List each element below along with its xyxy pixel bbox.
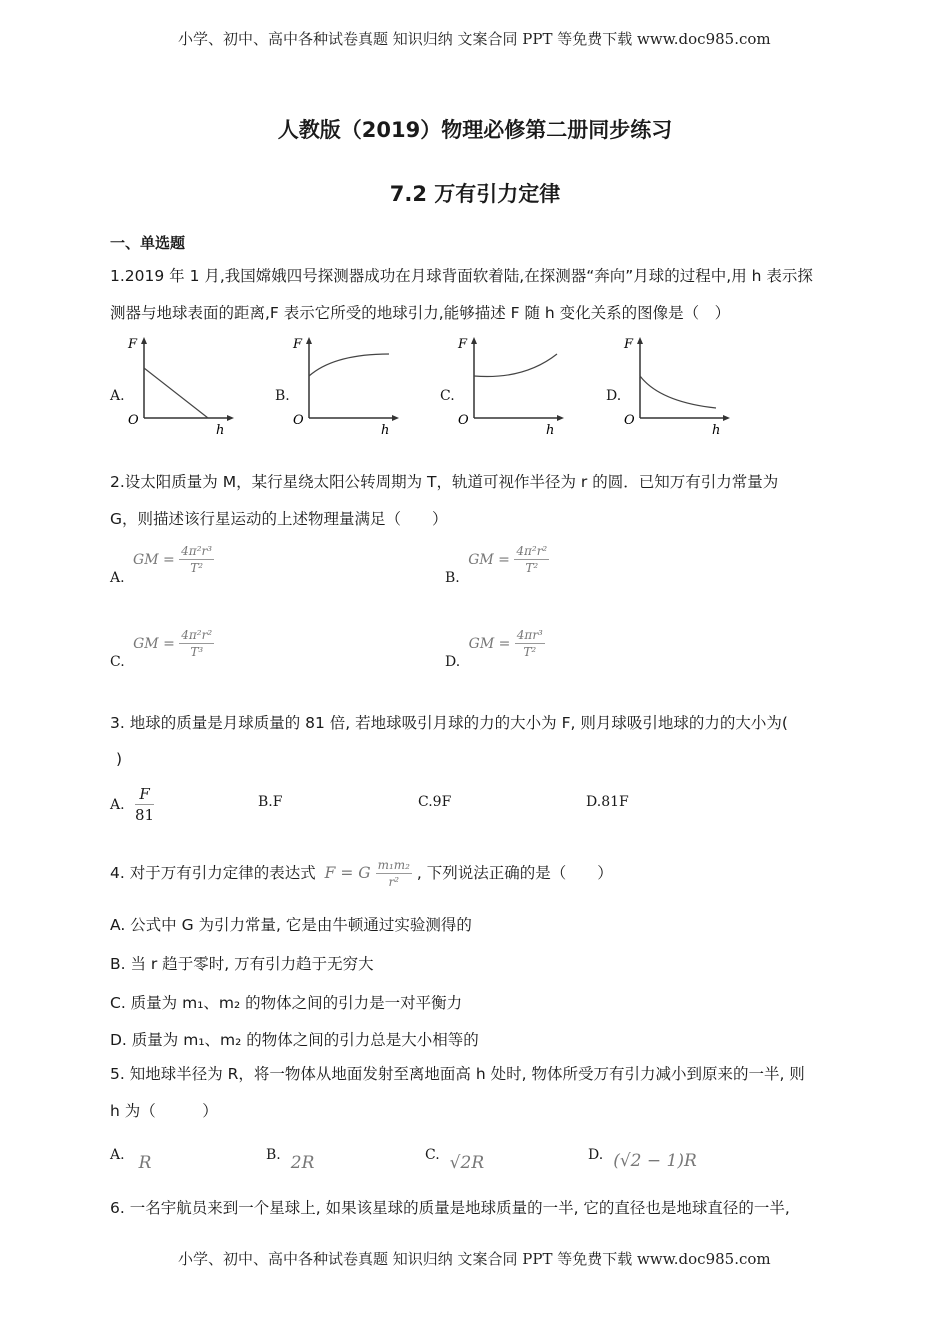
page-header: 小学、初中、高中各种试卷真题 知识归纳 文案合同 PPT 等免费下载 www.doc985.com — [178, 30, 771, 48]
q2-option-a-num: 4π²r³ — [181, 544, 213, 558]
q4-option-b: B. 当 r 趋于零时, 万有引力趋于无穷大 — [110, 955, 374, 973]
q1-graph-a — [124, 334, 236, 438]
q5-option-b — [266, 1147, 315, 1173]
q2-option-d-den: T² — [523, 645, 537, 659]
q2-option-d — [445, 627, 545, 670]
q1-graph-d — [620, 334, 732, 438]
q4-stem-after: , 下列说法正确的是（ ） — [416, 864, 613, 882]
q2-stem-line2: G，则描述该行星运动的上述物理量满足（ ） — [110, 510, 448, 528]
section-heading: 一、单选题 — [110, 234, 186, 252]
q5-option-d — [588, 1147, 697, 1171]
q5-option-a-letter: A. — [110, 1147, 125, 1163]
q4-option-c: C. 质量为 m₁、m₂ 的物体之间的引力是一对平衡力 — [110, 994, 463, 1012]
q4-stem — [110, 857, 613, 890]
q3-option-c — [418, 794, 451, 810]
q5-option-c-letter: C. — [425, 1147, 440, 1163]
origin-label: O — [624, 413, 635, 428]
q5-option-b-letter: B. — [266, 1147, 281, 1163]
q3-option-d — [586, 794, 629, 810]
q5-option-c-expr: √2R — [449, 1153, 485, 1173]
origin-label: O — [128, 413, 139, 428]
document-title: 人教版（2019）物理必修第二册同步练习 — [277, 118, 673, 142]
q2-option-d-lhs: GM = — [468, 635, 511, 652]
q1-option-c-label: C. — [440, 388, 455, 404]
lesson-title: 7.2 万有引力定律 — [389, 182, 561, 206]
axis-h-label: h — [712, 423, 721, 438]
q3-option-b-text: F — [272, 794, 283, 810]
q6-stem-line1: 6. 一名宇航员来到一个星球上, 如果该星球的质量是地球质量的一半, 它的直径也是地球直径的一半, — [110, 1199, 790, 1217]
q3-option-c-text: 9F — [432, 794, 452, 810]
q2-option-a-den: T² — [190, 561, 204, 575]
q3-option-d-text: 81F — [601, 794, 629, 810]
axis-h-label: h — [381, 423, 390, 438]
q1-stem-line2: 测器与地球表面的距离,F 表示它所受的地球引力,能够描述 F 随 h 变化关系的图像是（ ） — [110, 304, 731, 322]
q2-option-a-letter: A. — [110, 570, 125, 586]
q2-option-b — [445, 543, 549, 586]
q1-graph-c — [454, 334, 566, 438]
q3-stem-line1: 3. 地球的质量是月球质量的 81 倍, 若地球吸引月球的力的大小为 F, 则月球吸引地球的力的大小为( — [110, 714, 788, 732]
q5-stem-line2: h 为（ ） — [110, 1102, 218, 1120]
q5-option-a — [110, 1147, 152, 1173]
q1-option-a-label: A. — [110, 388, 125, 404]
q4-option-d: D. 质量为 m₁、m₂ 的物体之间的引力总是大小相等的 — [110, 1031, 479, 1049]
q3-option-a-num: F — [135, 784, 154, 805]
q5-option-d-letter: D. — [588, 1147, 604, 1163]
axis-h-label: h — [546, 423, 555, 438]
axis-f-label: F — [624, 337, 634, 352]
q3-option-a-den: 81 — [135, 806, 155, 824]
q2-option-c — [110, 627, 214, 670]
q1-stem-line1: 1.2019 年 1 月,我国嫦娥四号探测器成功在月球背面软着陆,在探测器“奔向”月球的过程中,用 h 表示探 — [110, 267, 813, 285]
q3-option-a — [110, 784, 154, 825]
q5-option-c — [425, 1147, 485, 1173]
q2-option-b-letter: B. — [445, 570, 460, 586]
axis-h-label: h — [216, 423, 225, 438]
q4-formula-den: r² — [388, 875, 400, 889]
q1-graph-b — [289, 334, 401, 438]
q2-option-b-lhs: GM = — [468, 551, 510, 568]
q3-option-b-letter: B. — [258, 794, 273, 810]
q3-option-b — [258, 794, 282, 810]
axis-f-label: F — [458, 337, 468, 352]
axis-f-label: F — [293, 337, 303, 352]
q4-stem-before: 4. 对于万有引力定律的表达式 — [110, 864, 316, 882]
q4-formula-num: m₁m₂ — [377, 858, 410, 872]
q5-option-b-expr: 2R — [290, 1153, 315, 1173]
q2-option-d-num: 4πr³ — [516, 628, 543, 642]
q5-option-a-expr: R — [138, 1153, 152, 1173]
origin-label: O — [458, 413, 469, 428]
q3-option-d-letter: D. — [586, 794, 602, 810]
q2-stem-line1: 2.设太阳质量为 M，某行星绕太阳公转周期为 T，轨道可视作半径为 r 的圆．已知万有引力常量为 — [110, 473, 779, 491]
q3-option-a-letter: A. — [110, 796, 125, 813]
q2-option-c-num: 4π²r² — [181, 628, 213, 642]
q2-option-c-letter: C. — [110, 654, 125, 670]
q5-option-d-expr: (√2 − 1)R — [613, 1151, 697, 1171]
q2-option-b-den: T² — [525, 561, 539, 575]
q2-option-a-lhs: GM = — [133, 551, 175, 568]
q4-formula-lhs: F = G — [324, 864, 371, 882]
q2-option-d-letter: D. — [445, 654, 461, 670]
q1-option-b-label: B. — [275, 388, 290, 404]
q2-option-c-lhs: GM = — [133, 635, 175, 652]
q5-stem-line1: 5. 知地球半径为 R，将一物体从地面发射至离地面高 h 处时, 物体所受万有引力减小到原来的一半, 则 — [110, 1065, 805, 1083]
q2-option-c-den: T³ — [190, 645, 204, 659]
q2-option-b-num: 4π²r² — [516, 544, 548, 558]
page-footer: 小学、初中、高中各种试卷真题 知识归纳 文案合同 PPT 等免费下载 www.doc985.com — [178, 1250, 771, 1268]
origin-label: O — [293, 413, 304, 428]
axis-f-label: F — [128, 337, 138, 352]
q1-option-d-label: D. — [606, 388, 622, 404]
q2-option-a — [110, 543, 214, 586]
q3-stem-line2: ) — [116, 750, 123, 768]
q4-option-a: A. 公式中 G 为引力常量, 它是由牛顿通过实验测得的 — [110, 916, 472, 934]
q3-option-c-letter: C. — [418, 794, 433, 810]
